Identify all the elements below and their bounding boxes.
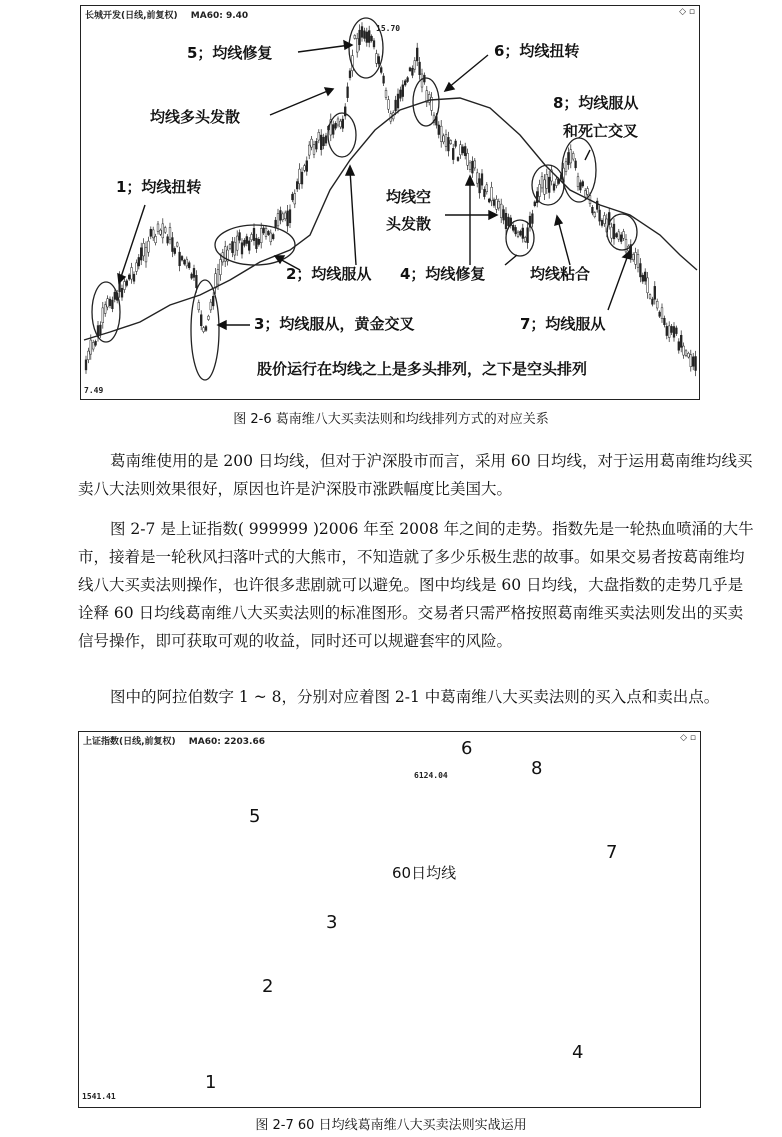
annotation-8-line1: 8；均线服从 <box>553 94 639 112</box>
fig1-candle-body-8 <box>104 305 106 314</box>
fig1-candle-body-148 <box>440 126 442 141</box>
fig1-candle-body-119 <box>371 36 373 41</box>
fig1-candle-body-130 <box>397 94 399 108</box>
peak-price-label: 15.70 <box>376 24 401 33</box>
fig1-candle-body-28 <box>152 230 154 238</box>
fig1-candle-body-7 <box>102 308 104 323</box>
chart-header <box>83 734 275 747</box>
fig1-candle-body-191 <box>544 180 546 194</box>
fig1-candle-body-123 <box>380 68 382 73</box>
fig1-candle-body-187 <box>534 202 536 206</box>
fig1-candle-body-204 <box>575 161 577 168</box>
fig1-candle-body-113 <box>356 38 358 52</box>
fig1-candle-body-132 <box>402 85 404 97</box>
annotation-empty-l1: 均线空 <box>386 188 432 206</box>
fig1-candle-body-171 <box>496 199 498 209</box>
fig1-candle-body-228 <box>632 254 634 259</box>
fig1-candle-body-251 <box>688 353 690 357</box>
fig1-candle-body-55 <box>217 270 219 284</box>
fig1-candle-body-211 <box>592 207 594 213</box>
fig1-candle-body-66 <box>244 240 246 245</box>
fig1-candle-body-129 <box>395 100 397 111</box>
fig1-candle-body-249 <box>683 346 685 355</box>
fig1-candle-body-151 <box>448 137 450 151</box>
fig1-candle-body-74 <box>263 228 265 233</box>
fig1-candle-body-134 <box>407 78 409 82</box>
fig1-candle-body-167 <box>486 185 488 192</box>
fig1-candle-body-162 <box>474 161 476 168</box>
annotation-2: 2；均线服从 <box>286 265 372 283</box>
fig1-candle-body-147 <box>438 125 440 135</box>
fig1-candle-body-31 <box>160 230 162 234</box>
fig1-candle-body-72 <box>258 239 260 244</box>
fig1-candle-body-154 <box>455 141 457 146</box>
fig1-candle-body-245 <box>673 326 675 337</box>
fig1-candle-body-117 <box>366 32 368 43</box>
fig1-candle-body-11 <box>112 300 114 309</box>
fig1-candle-body-202 <box>570 150 572 163</box>
fig1-candle-body-136 <box>412 68 414 75</box>
fig1-candle-body-91 <box>304 166 306 171</box>
fig1-candle-body-243 <box>668 326 670 338</box>
fig1-candle-body-189 <box>539 185 541 197</box>
fig1-candle-body-97 <box>318 132 320 140</box>
fig1-candle-body-246 <box>676 328 678 334</box>
ellipse-4 <box>506 220 534 256</box>
fig1-candle-body-106 <box>340 121 342 127</box>
ellipse-stick <box>532 165 564 205</box>
label-3: 3 <box>326 912 338 933</box>
fig1-candle-body-221 <box>616 234 618 237</box>
fig1-candle-body-219 <box>611 227 613 238</box>
fig1-candle-body-70 <box>253 228 255 240</box>
fig1-candle-body-114 <box>359 30 361 45</box>
fig1-candle-body-15 <box>121 288 123 297</box>
fig1-candle-body-121 <box>376 54 378 64</box>
fig1-candle-body-110 <box>349 71 351 78</box>
fig1-candle-body-19 <box>131 268 133 280</box>
annotation-4: 4；均线修复 <box>400 265 486 283</box>
fig1-candle-body-120 <box>373 41 375 47</box>
fig1-candle-body-205 <box>577 177 579 187</box>
fig1-candle-body-195 <box>553 184 555 190</box>
fig1-candle-body-1 <box>88 351 90 360</box>
fig1-candle-body-108 <box>344 107 346 116</box>
fig1-candle-body-84 <box>287 211 289 226</box>
fig1-candle-body-181 <box>520 231 522 235</box>
fig1-candle-body-76 <box>268 231 270 234</box>
annotation-multi-divergence: 均线多头发散 <box>150 108 241 126</box>
fig1-candle-body-137 <box>414 61 416 70</box>
fig1-candle-body-183 <box>524 237 526 241</box>
fig1-candle-body-139 <box>419 62 421 75</box>
fig1-candle-body-125 <box>385 90 387 97</box>
fig1-candle-body-92 <box>306 161 308 172</box>
fig1-candle-body-135 <box>409 68 411 71</box>
fig1-candle-body-36 <box>172 238 174 252</box>
fig1-candle-body-153 <box>452 148 454 159</box>
fig1-candle-body-33 <box>164 228 166 233</box>
fig1-candle-body-165 <box>481 174 483 185</box>
fig1-candle-body-82 <box>282 214 284 220</box>
fig1-candle-body-90 <box>301 172 303 184</box>
fig1-candle-body-131 <box>400 90 402 98</box>
label-5: 5 <box>249 806 261 827</box>
fig1-candle-body-230 <box>637 254 639 267</box>
fig1-candle-body-109 <box>347 87 349 98</box>
fig1-candle-body-206 <box>580 183 582 190</box>
fig1-candle-body-239 <box>659 312 661 316</box>
fig1-candle-body-213 <box>596 201 598 209</box>
fig1-candle-body-47 <box>198 303 200 310</box>
annotation-bottom-rule: 股价运行在均线之上是多头排列，之下是空头排列 <box>257 360 588 378</box>
fig1-candle-body-236 <box>652 299 654 304</box>
fig1-candle-body-196 <box>556 179 558 186</box>
corner-icons: ◇ ▫ <box>679 7 695 17</box>
corner-icons: ◇ ▫ <box>680 733 696 743</box>
fig1-candle-body-89 <box>299 169 301 184</box>
fig1-candle-body-0 <box>85 360 87 370</box>
fig1-candle-body-30 <box>157 224 159 232</box>
paragraph-2 <box>78 515 758 655</box>
fig1-candle-body-105 <box>337 119 339 125</box>
fig1-candle-body-168 <box>488 199 490 202</box>
fig1-candle-body-45 <box>193 268 195 277</box>
fig1-candle-body-71 <box>256 238 258 249</box>
fig1-candle-body-232 <box>642 275 644 281</box>
index-name: 上证指数(日线,前复权) <box>83 737 176 747</box>
fig1-candle-body-173 <box>500 204 502 218</box>
fig1-candle-body-184 <box>527 228 529 243</box>
figure-caption-2-6: 图 2-6 葛南维八大买卖法则和均线排列方式的对应关系 <box>233 412 549 427</box>
fig1-candle-body-122 <box>378 57 380 64</box>
fig1-candle-body-100 <box>325 136 327 143</box>
fig1-candle-body-42 <box>186 259 188 266</box>
ma-value: MA60: 2203.66 <box>188 737 265 747</box>
fig1-candle-body-149 <box>443 136 445 142</box>
fig1-candle-body-192 <box>546 174 548 188</box>
fig1-candle-body-29 <box>155 236 157 242</box>
fig1-candle-body-107 <box>342 119 344 128</box>
fig1-candle-body-83 <box>284 213 286 219</box>
low-index-label: 1541.41 <box>82 1092 116 1101</box>
fig1-candle-body-40 <box>181 256 183 260</box>
fig1-candle-body-241 <box>664 318 666 325</box>
fig1-candle-body-172 <box>498 201 500 208</box>
fig1-candle-body-152 <box>450 140 452 143</box>
fig1-candle-body-87 <box>294 194 296 204</box>
fig1-candle-body-9 <box>107 299 109 307</box>
label-7: 7 <box>606 842 618 863</box>
fig1-candle-body-27 <box>150 229 152 236</box>
fig1-candle-body-237 <box>654 286 656 299</box>
chart-frame-shanghai-index <box>78 731 701 1108</box>
fig1-candle-body-79 <box>275 220 277 228</box>
annotation-7: 7；均线服从 <box>520 315 606 333</box>
ma-value: MA60: 9.40 <box>190 11 249 21</box>
fig1-candle-body-61 <box>232 241 234 252</box>
fig1-candle-body-20 <box>133 274 135 281</box>
peak-index-label: 6124.04 <box>414 771 448 780</box>
fig1-candle-body-21 <box>136 263 138 272</box>
fig1-candle-body-207 <box>582 182 584 186</box>
fig1-candle-body-169 <box>491 187 493 200</box>
fig1-candle-body-238 <box>656 301 658 308</box>
fig1-candle-body-23 <box>140 248 142 260</box>
fig1-candle-body-25 <box>145 247 147 262</box>
fig1-candle-body-54 <box>215 274 217 288</box>
fig1-candle-body-216 <box>604 215 606 223</box>
paragraph-1 <box>78 447 758 503</box>
fig1-candle-body-10 <box>109 299 111 306</box>
fig1-candle-body-155 <box>457 157 459 160</box>
label-8: 8 <box>531 758 543 779</box>
fig1-candle-body-190 <box>541 177 543 188</box>
fig1-candle-body-51 <box>208 316 210 319</box>
fig1-candle-body-157 <box>462 147 464 153</box>
fig1-candle-body-201 <box>568 152 570 164</box>
annotation-1: 1；均线扭转 <box>116 178 202 196</box>
fig1-candle-body-174 <box>503 210 505 220</box>
fig1-candle-body-63 <box>236 236 238 250</box>
label-2: 2 <box>262 976 274 997</box>
fig1-candle-body-115 <box>361 27 363 38</box>
fig1-candle-body-116 <box>364 31 366 39</box>
fig1-candle-body-186 <box>532 214 534 224</box>
paragraph-3-text: 图中的阿拉伯数字 1 ~ 8，分别对应着图 2-1 中葛南维八大买卖法则的买入点和卖出点。 <box>110 688 720 706</box>
fig1-candle-body-88 <box>296 182 298 189</box>
fig1-candle-body-26 <box>148 241 150 252</box>
fig1-candle-body-159 <box>467 153 469 165</box>
fig1-candle-body-166 <box>484 189 486 196</box>
fig1-candle-body-235 <box>649 295 651 298</box>
fig1-candle-body-53 <box>212 296 214 306</box>
fig1-candle-body-78 <box>272 234 274 238</box>
label-4: 4 <box>572 1042 584 1063</box>
fig1-candle-body-252 <box>690 355 692 367</box>
fig1-candle-body-247 <box>678 342 680 351</box>
fig1-candle-body-250 <box>685 351 687 355</box>
fig1-candle-body-231 <box>640 264 642 277</box>
fig1-candle-body-34 <box>167 237 169 243</box>
fig1-candle-body-209 <box>587 189 589 195</box>
fig1-candle-body-12 <box>114 292 116 299</box>
fig1-candle-body-68 <box>248 241 250 250</box>
fig1-candle-body-118 <box>368 31 370 43</box>
fig1-candle-body-253 <box>692 357 694 367</box>
fig1-candle-body-32 <box>162 224 164 238</box>
fig1-candle-body-161 <box>472 161 474 173</box>
fig1-candle-body-60 <box>229 245 231 249</box>
fig1-candle-body-244 <box>671 326 673 332</box>
paragraph-2-text: 图 2-7 是上证指数( 999999 )2006 年至 2008 年之间的走势。指数先是一轮热血喷涌的大牛市，接着是一轮秋风扫落叶式的大熊市，不知造就了多少乐极生悲的故事。如果交易者按葛南维均线八大买卖法则操作，也许很多悲剧就可以避免。图中均线是 60 日均线，大盘指数的走势几乎是诠释 60 日均线葛南维八大买卖法则的标准图形。交易者只需严格按照葛南维买卖法则发出的买卖信号操作，即可获取可观的收益，同时还可以规避套牢的风险。 <box>78 520 754 650</box>
fig1-candle-body-150 <box>445 134 447 146</box>
fig1-candle-body-233 <box>644 272 646 281</box>
fig1-candle-body-223 <box>620 235 622 242</box>
fig1-candle-body-49 <box>203 328 205 332</box>
fig1-candle-body-37 <box>174 248 176 253</box>
fig1-candle-body-240 <box>661 308 663 319</box>
fig1-candle-body-200 <box>565 162 567 172</box>
label-ma60: 60日均线 <box>392 864 457 882</box>
annotation-8-line2: 和死亡交叉 <box>563 122 639 140</box>
fig1-candle-body-126 <box>388 100 390 110</box>
fig1-candle-body-175 <box>505 213 507 228</box>
fig1-candle-body-3 <box>92 342 94 349</box>
paragraph-1-text: 葛南维使用的是 200 日均线，但对于沪深股市而言，采用 60 日均线，对于运用葛南维均线买卖八大法则效果很好，原因也许是沪深股市涨跌幅度比美国大。 <box>78 452 753 498</box>
fig1-candle-body-46 <box>196 275 198 288</box>
fig1-candle-body-22 <box>138 257 140 266</box>
fig1-candle-body-222 <box>618 232 620 239</box>
fig1-candle-body-52 <box>210 302 212 310</box>
fig1-candle-body-163 <box>476 173 478 183</box>
label-1: 1 <box>205 1072 217 1093</box>
fig1-candle-body-99 <box>323 137 325 146</box>
fig1-candle-body-214 <box>599 210 601 221</box>
fig1-candle-body-229 <box>635 252 637 264</box>
fig1-candle-body-103 <box>332 125 334 135</box>
fig1-candle-body-140 <box>421 74 423 87</box>
fig1-candle-body-94 <box>311 139 313 147</box>
fig1-candle-body-170 <box>493 200 495 206</box>
fig1-candle-body-86 <box>292 194 294 200</box>
fig1-candle-body-64 <box>239 233 241 241</box>
fig1-candle-body-112 <box>354 35 356 38</box>
fig1-candle-body-2 <box>90 340 92 354</box>
annotation-6: 6；均线扭转 <box>494 42 580 60</box>
fig1-candle-body-50 <box>205 327 207 331</box>
fig1-candle-body-220 <box>613 224 615 239</box>
fig1-candle-body-96 <box>316 141 318 149</box>
fig1-candle-body-77 <box>270 233 272 242</box>
fig1-candle-body-6 <box>100 325 102 334</box>
fig1-candle-body-39 <box>179 252 181 266</box>
fig1-candle-body-180 <box>517 232 519 236</box>
fig1-candle-body-56 <box>220 260 222 275</box>
fig1-candle-body-48 <box>200 315 202 326</box>
fig1-candle-body-164 <box>479 179 481 193</box>
fig1-candle-body-160 <box>469 163 471 170</box>
annotation-3: 3；均线服从，黄金交叉 <box>254 315 415 333</box>
fig1-candle-body-234 <box>647 278 649 293</box>
fig1-candle-body-38 <box>176 243 178 246</box>
label-6: 6 <box>461 738 473 759</box>
fig1-candle-body-158 <box>464 146 466 155</box>
fig1-candle-body-44 <box>191 274 193 278</box>
fig1-candle-body-17 <box>126 281 128 286</box>
fig1-candle-body-179 <box>515 227 517 233</box>
fig1-candle-body-16 <box>124 282 126 290</box>
fig1-candle-body-69 <box>251 234 253 239</box>
fig1-candle-body-124 <box>383 76 385 83</box>
fig1-candle-body-65 <box>241 243 243 254</box>
fig1-candle-body-178 <box>512 225 514 230</box>
fig1-candle-body-224 <box>623 232 625 239</box>
annotation-stick: 均线粘合 <box>530 265 591 283</box>
fig1-candle-body-182 <box>522 228 524 238</box>
fig1-candle-body-35 <box>169 228 171 240</box>
fig1-candle-body-75 <box>265 228 267 236</box>
fig1-candle-body-193 <box>548 177 550 192</box>
fig1-candle-body-95 <box>313 145 315 155</box>
fig1-candle-body-81 <box>280 211 282 221</box>
fig1-candle-body-24 <box>143 243 145 256</box>
fig1-candle-body-248 <box>680 335 682 347</box>
fig1-candle-body-18 <box>128 275 130 279</box>
annotation-empty-l2: 头发散 <box>386 215 432 233</box>
figure-caption-2-7: 图 2-7 60 日均线葛南维八大买卖法则实战运用 <box>255 1118 527 1133</box>
fig1-candle-body-254 <box>695 357 697 371</box>
fig1-candle-body-93 <box>308 145 310 155</box>
fig1-candle-body-41 <box>184 260 186 264</box>
fig1-candle-body-85 <box>289 210 291 223</box>
fig1-candle-body-215 <box>601 220 603 225</box>
fig1-candle-body-176 <box>508 217 510 226</box>
fig1-candle-body-156 <box>460 145 462 155</box>
low-price-label: 7.49 <box>84 386 104 395</box>
fig1-candle-body-98 <box>320 135 322 150</box>
fig1-candle-body-242 <box>666 326 668 335</box>
paragraph-3 <box>78 683 758 711</box>
fig1-candle-body-62 <box>234 242 236 255</box>
fig1-candle-body-133 <box>404 81 406 85</box>
fig1-candle-body-4 <box>95 341 97 345</box>
fig1-candle-body-203 <box>572 153 574 159</box>
fig1-candle-body-208 <box>584 191 586 197</box>
fig1-candle-body-80 <box>277 214 279 226</box>
fig1-candle-body-73 <box>260 228 262 242</box>
stock-name: 长城开发(日线,前复权) <box>85 11 178 21</box>
fig1-candle-body-138 <box>416 48 418 61</box>
fig1-candle-body-43 <box>188 263 190 268</box>
fig1-candle-body-104 <box>335 123 337 128</box>
annotation-5: 5；均线修复 <box>187 44 273 62</box>
fig1-candle-body-67 <box>246 237 248 244</box>
fig1-candle-body-212 <box>594 213 596 217</box>
